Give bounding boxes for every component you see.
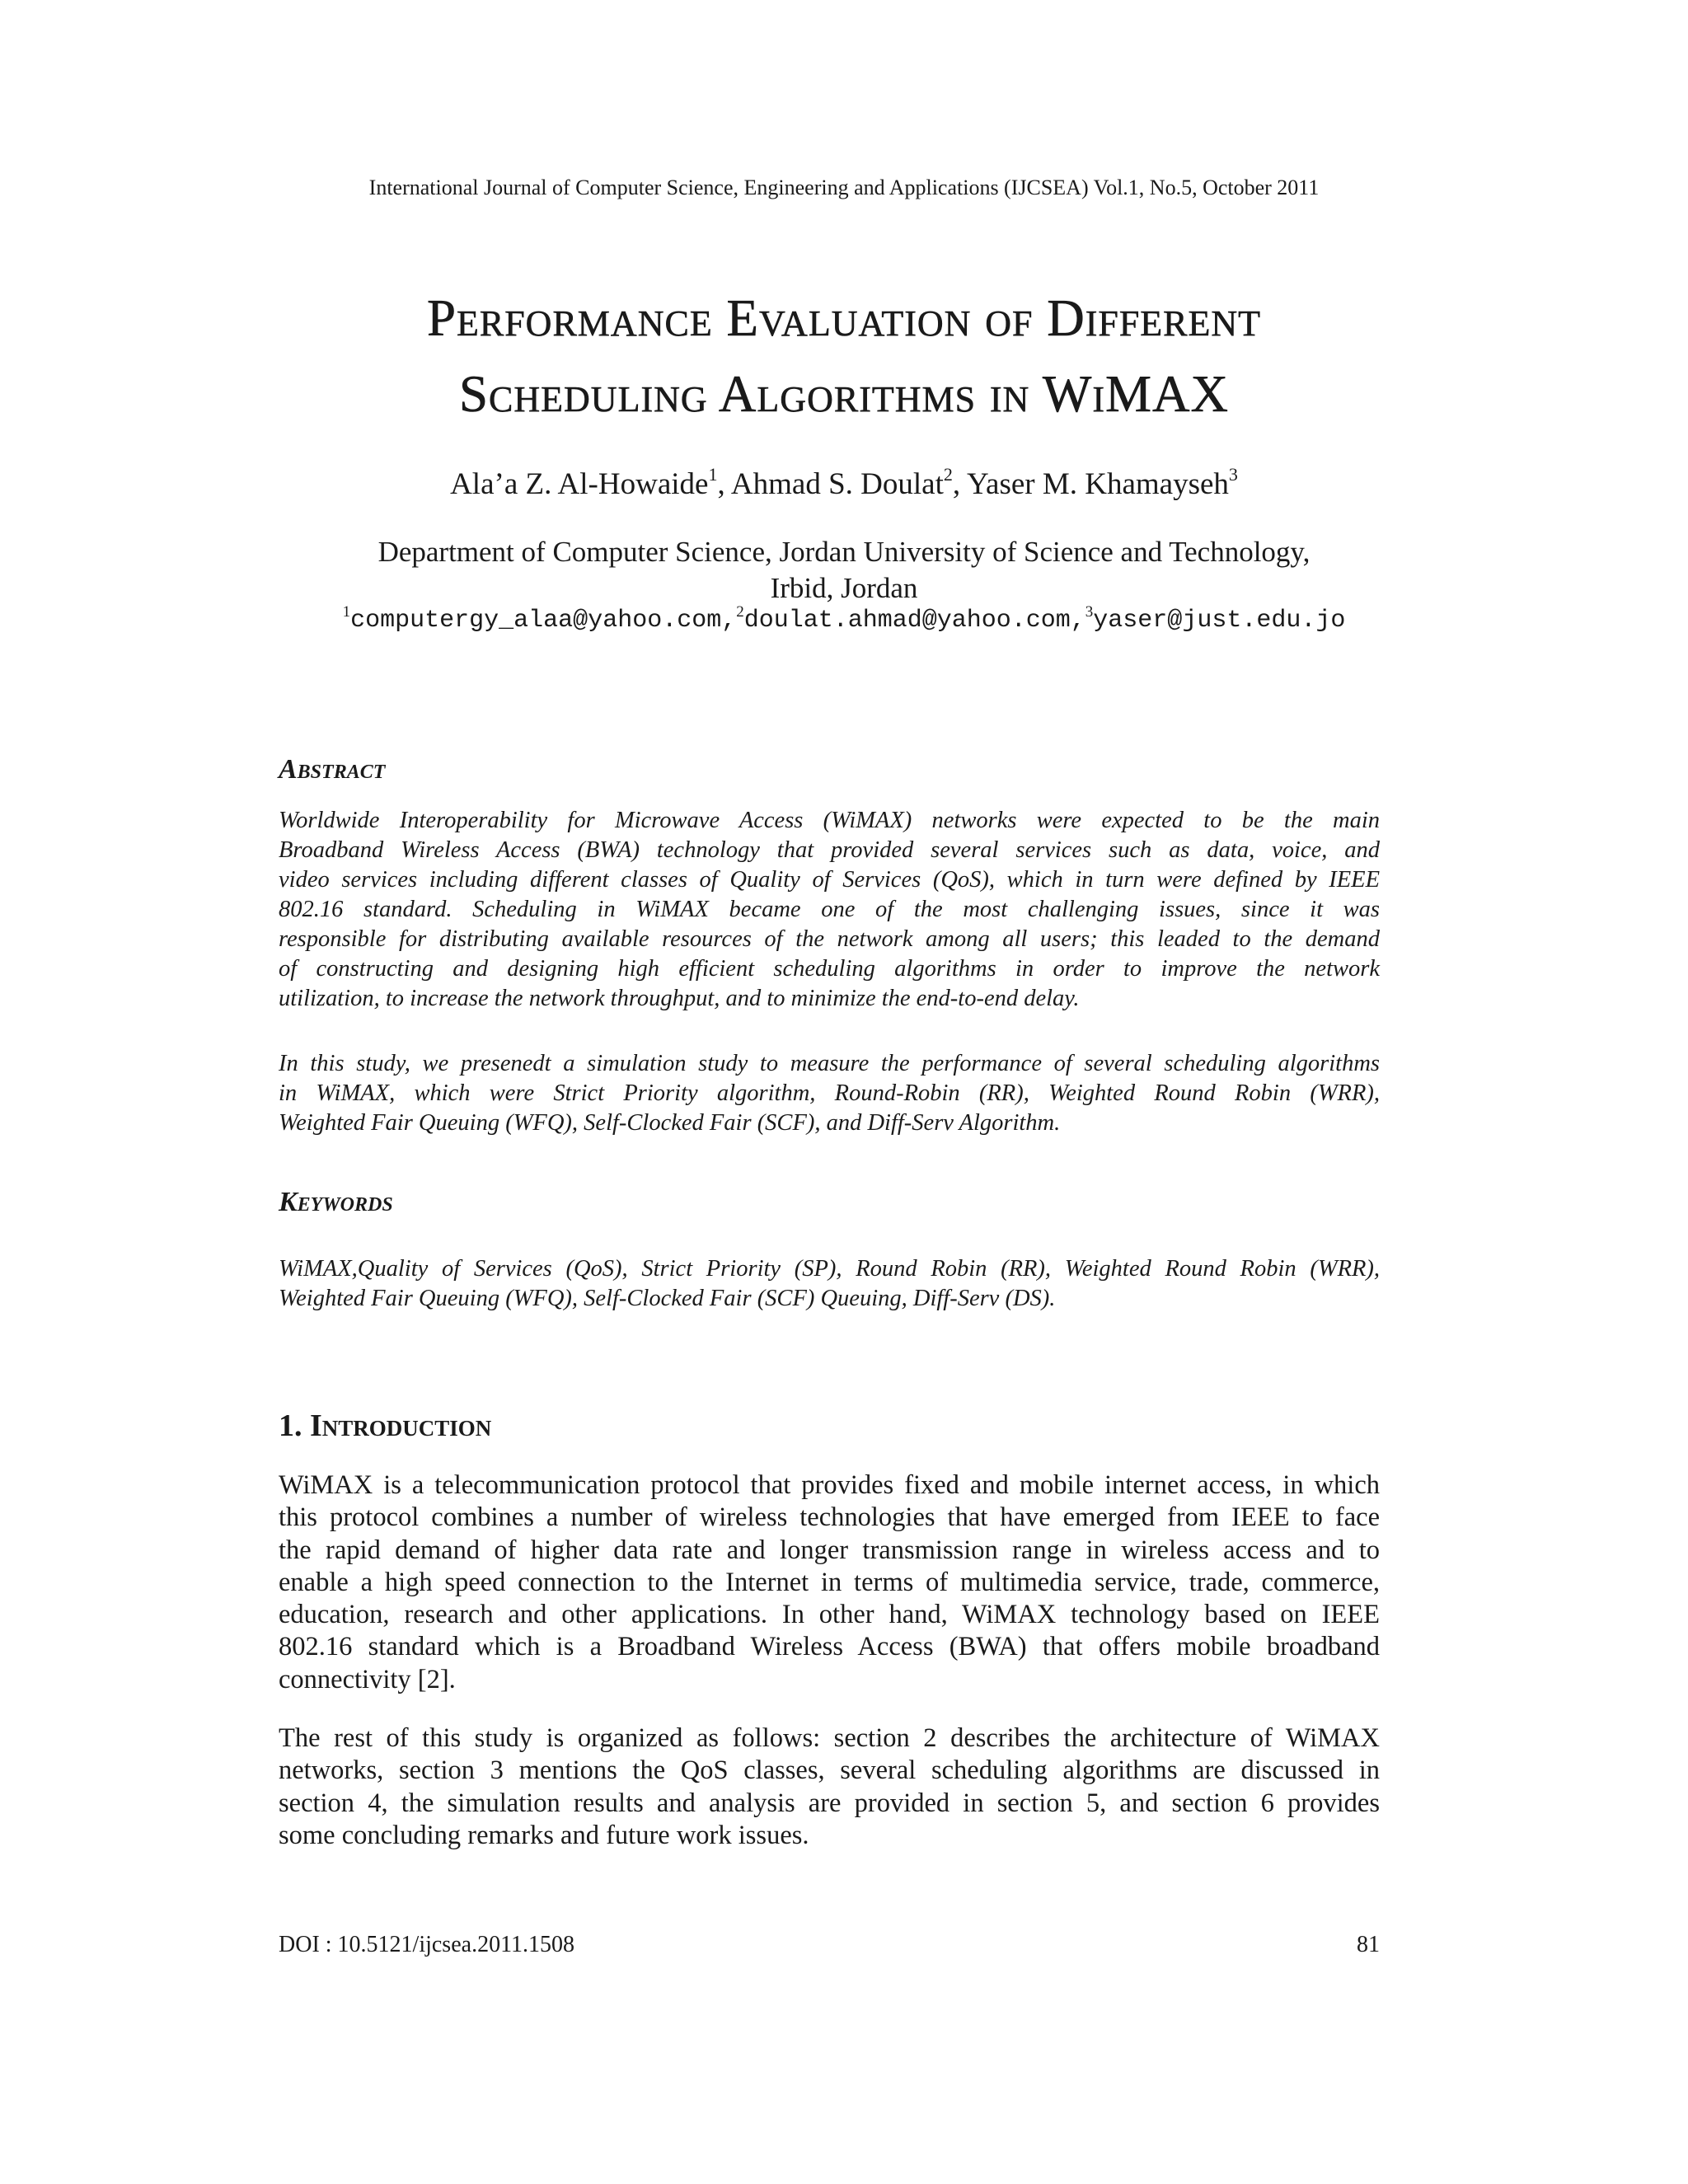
author-1-affil-mark: 1: [708, 464, 718, 485]
text-line: section 4, the simulation results and analysis are provided in section 5, and section 6 provides: [279, 1788, 1380, 1818]
author-list: [0, 462, 1688, 508]
email-1[interactable]: computergy_alaa@yahoo.com,: [350, 607, 737, 635]
text-line: the rapid demand of higher data rate and longer transmission range in wireless access and to: [279, 1535, 1380, 1565]
text-line: education, research and other applications. In other hand, WiMAX technology based on IEEE: [279, 1600, 1380, 1630]
text-line: in WiMAX, which were Strict Priority algorithm, Round-Robin (RR), Weighted Round Robin (WRR),: [279, 1080, 1380, 1106]
text-line: In this study, we presenedt a simulation study to measure the performance of several scheduling algorithms: [279, 1051, 1380, 1076]
keywords-list: [279, 1254, 1380, 1314]
text-line: video services including different classes of Quality of Services (QoS), which in turn were defined by IEEE: [279, 867, 1380, 893]
text-line: Worldwide Interoperability for Microwave Access (WiMAX) networks were expected to be the main: [279, 808, 1380, 833]
email-3-mark: 3: [1085, 603, 1094, 621]
text-line: WiMAX,Quality of Services (QoS), Strict Priority (SP), Round Robin (RR), Weighted Round Robin (WRR),: [279, 1256, 1380, 1282]
paper-title: [0, 280, 1688, 432]
text-line: of constructing and designing high efficient scheduling algorithms in order to improve the network: [279, 956, 1380, 982]
abstract-paragraph-1: [279, 806, 1380, 1014]
email-2[interactable]: doulat.ahmad@yahoo.com,: [743, 607, 1085, 635]
footer-page-number: 81: [1357, 1932, 1380, 1957]
paper-title-line-2: Scheduling Algorithms in WiMAX: [458, 365, 1230, 423]
author-1: Ala’a Z. Al-Howaide: [450, 467, 709, 501]
author-2-affil-mark: 2: [943, 464, 953, 485]
text-line: utilization, to increase the network throughput, and to minimize the end-to-end delay.: [279, 986, 1080, 1011]
email-1-mark: 1: [342, 603, 351, 621]
abstract-heading: Abstract: [279, 754, 386, 785]
author-2: , Ahmad S. Doulat: [717, 467, 944, 501]
introduction-paragraph-1: [279, 1469, 1380, 1696]
text-line: some concluding remarks and future work issues.: [279, 1820, 809, 1850]
journal-header: International Journal of Computer Science, Engineering and Applications (IJCSEA) Vol.1, No.5, October 2011: [368, 176, 1320, 199]
text-line: this protocol combines a number of wireless technologies that have emerged from IEEE to face: [279, 1502, 1380, 1533]
introduction-paragraph-2: [279, 1722, 1380, 1852]
email-3[interactable]: yaser@just.edu.jo: [1093, 607, 1346, 635]
text-line: connectivity [2].: [279, 1664, 456, 1694]
text-line: The rest of this study is organized as follows: section 2 describes the architecture of WiMAX: [279, 1723, 1380, 1753]
author-3: , Yaser M. Khamayseh: [952, 467, 1229, 501]
introduction-heading: 1. Introduction: [279, 1408, 492, 1443]
affiliation: [0, 534, 1688, 607]
abstract-paragraph-2: [279, 1049, 1380, 1138]
text-line: Weighted Fair Queuing (WFQ), Self-Clocked Fair (SCF) Queuing, Diff-Serv (DS).: [279, 1286, 1056, 1311]
text-line: 802.16 standard. Scheduling in WiMAX became one of the most challenging issues, since it was: [279, 897, 1380, 922]
email-2-mark: 2: [736, 603, 744, 621]
footer-doi: DOI : 10.5121/ijcsea.2011.1508: [279, 1932, 575, 1957]
text-line: networks, section 3 mentions the QoS classes, several scheduling algorithms are discussed in: [279, 1755, 1380, 1786]
author-emails: [0, 604, 1688, 637]
text-line: WiMAX is a telecommunication protocol that provides fixed and mobile internet access, in which: [279, 1470, 1380, 1500]
text-line: enable a high speed connection to the Internet in terms of multimedia service, trade, commerce,: [279, 1567, 1380, 1597]
text-line: 802.16 standard which is a Broadband Wireless Access (BWA) that offers mobile broadband: [279, 1632, 1380, 1662]
affiliation-line-2: Irbid, Jordan: [770, 572, 918, 604]
affiliation-line-1: Department of Computer Science, Jordan University of Science and Technology,: [377, 536, 1311, 568]
author-3-affil-mark: 3: [1228, 464, 1238, 485]
paper-title-line-1: Performance Evaluation of Different: [426, 289, 1262, 347]
text-line: Weighted Fair Queuing (WFQ), Self-Clocked Fair (SCF), and Diff-Serv Algorithm.: [279, 1110, 1061, 1136]
keywords-heading: Keywords: [279, 1187, 393, 1217]
text-line: responsible for distributing available resources of the network among all users; this leaded to the demand: [279, 926, 1380, 952]
text-line: Broadband Wireless Access (BWA) technology that provided several services such as data, voice, and: [279, 837, 1380, 863]
